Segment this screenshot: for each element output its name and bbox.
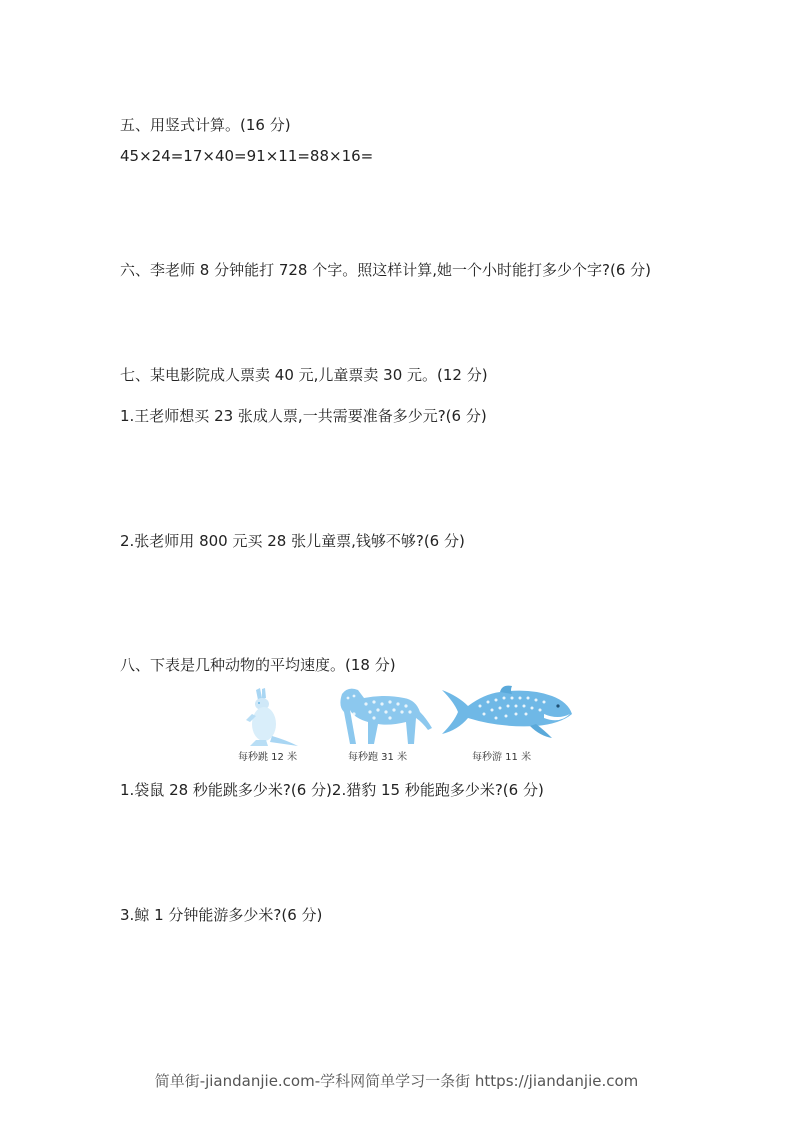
- page-footer: 简单街-jiandanjie.com-学科网简单学习一条街 https://jiandanjie.com: [154, 1072, 639, 1090]
- section8-question-1-2: 1.袋鼠 28 秒能跳多少米?(6 分)2.猎豹 15 秒能跑多少米?(6 分): [120, 781, 544, 799]
- section5-title: 五、用竖式计算。(16 分): [120, 116, 291, 134]
- kangaroo-icon: [238, 684, 300, 748]
- section7-question-1: 1.王老师想买 23 张成人票,一共需要准备多少元?(6 分): [120, 407, 487, 425]
- section8-title: 八、下表是几种动物的平均速度。(18 分): [120, 656, 396, 674]
- section5-problems: 45×24=17×40=91×11=88×16=: [120, 147, 374, 165]
- whale-shark-icon: [440, 684, 574, 740]
- section7-question-2: 2.张老师用 800 元买 28 张儿童票,钱够不够?(6 分): [120, 532, 465, 550]
- whale-shark-caption: 每秒游 11 米: [472, 752, 532, 763]
- section8-question-3: 3.鲸 1 分钟能游多少米?(6 分): [120, 906, 323, 924]
- cheetah-caption: 每秒跑 31 米: [348, 752, 408, 763]
- section6-title: 六、李老师 8 分钟能打 728 个字。照这样计算,她一个小时能打多少个字?(6 分): [120, 261, 651, 279]
- section7-title: 七、某电影院成人票卖 40 元,儿童票卖 30 元。(12 分): [120, 366, 488, 384]
- cheetah-icon: [334, 684, 434, 748]
- kangaroo-caption: 每秒跳 12 米: [238, 752, 298, 763]
